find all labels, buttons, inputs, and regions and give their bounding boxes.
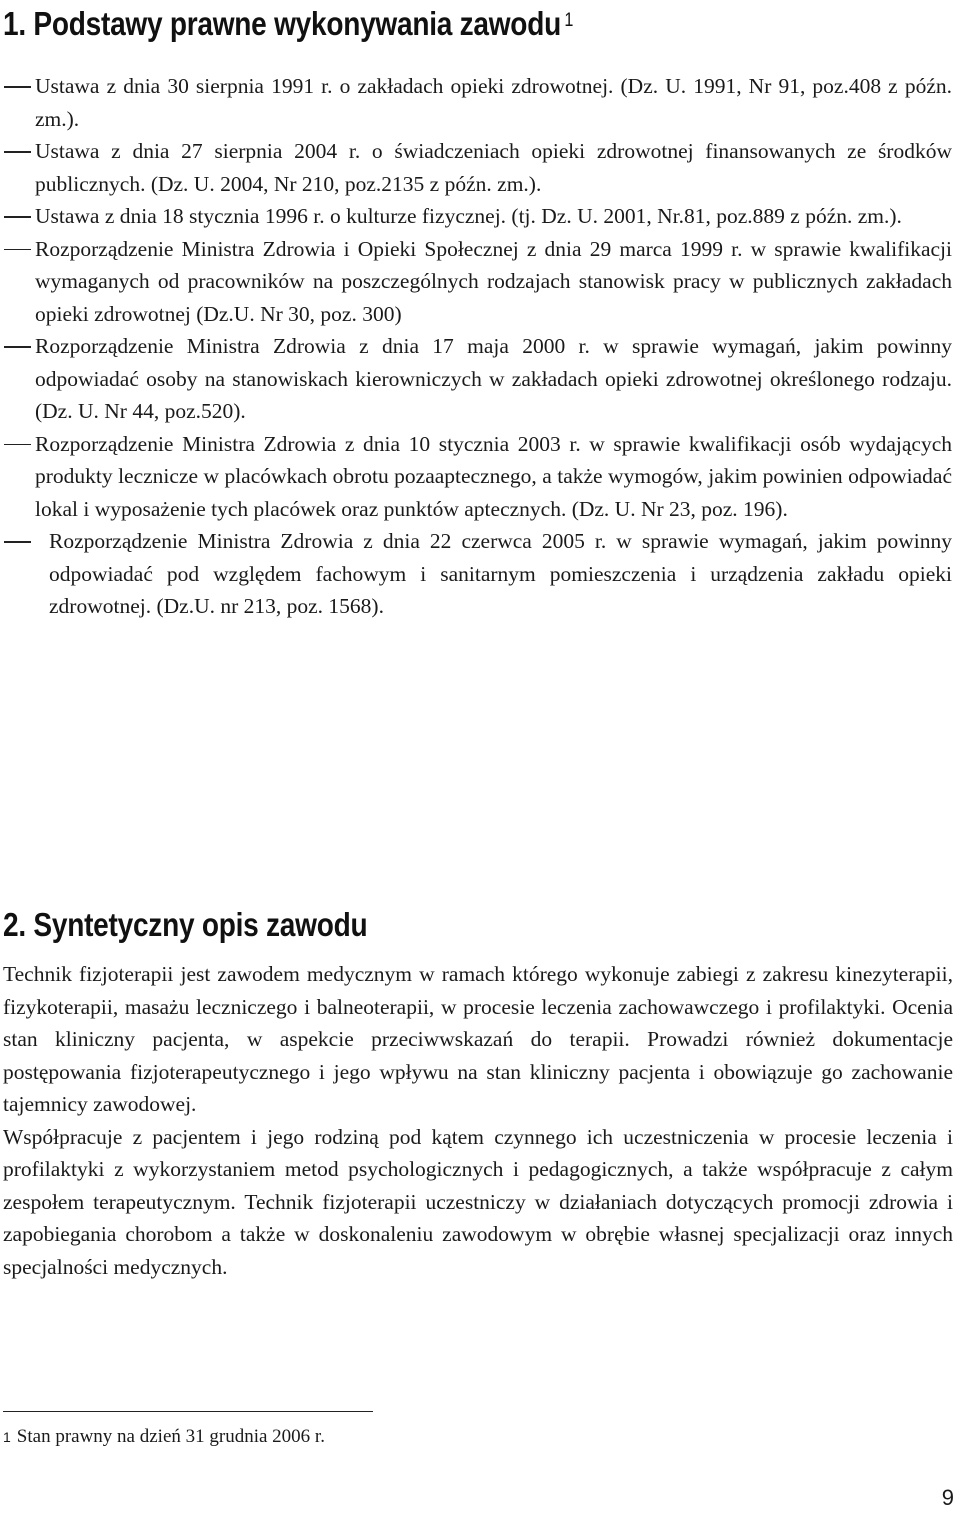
dash-bullet <box>4 249 31 251</box>
list-item <box>0 233 960 331</box>
footnote-number: 1 <box>3 1429 11 1445</box>
dash-bullet <box>4 444 31 446</box>
list-item-text: Rozporządzenie Ministra Zdrowia z dnia 22 czerwca 2005 r. w sprawie wymagań, jakim powinny odpowiadać pod względem fachowym i sanitarnym pomieszczenia i urządzenia zakładu opieki zdrowotnej. (Dz.U. nr 213, poz. 1568). <box>49 529 952 618</box>
list-item-text: Rozporządzenie Ministra Zdrowia z dnia 10 stycznia 2003 r. w sprawie kwalifikacji osób wydających produkty lecznicze w placówkach obrotu pozaaptecznego, a także wymogów, jakim powinien odpowiadać lokal i wyposażenie tych placówek oraz punktów aptecznych. (Dz. U. Nr 23, poz. 196). <box>35 431 952 521</box>
dash-bullet <box>4 346 31 348</box>
section-2-heading <box>3 905 367 945</box>
footnote-separator <box>3 1411 373 1412</box>
paragraph: Technik fizjoterapii jest zawodem medycznym w ramach którego wykonuje zabiegi z zakresu kinezyterapii, fizykoterapii, masażu leczniczego i balneoterapii, w procesie leczenia zachowawczego i profilaktyki. Ocenia stan kliniczny pacjenta, w aspekcie przeciwwskazań do terapii. Prowadzi również dokumentacje postępowania fizjoterapeutycznego i jego wpływu na stan kliniczny pacjenta i obowiązuje go zachowanie tajemnicy zawodowej. <box>3 962 953 1116</box>
list-item-text: Rozporządzenie Ministra Zdrowia i Opieki Społecznej z dnia 29 marca 1999 r. w sprawie kwalifikacji wymaganych od pracowników na poszczególnych rodzajach stanowisk pracy w publicznych zakładach opieki zdrowotnej (Dz.U. Nr 30, poz. 300) <box>35 236 952 326</box>
dash-bullet <box>4 541 31 543</box>
section-1-heading <box>3 4 573 44</box>
list-item <box>0 135 960 200</box>
list-item-text: Rozporządzenie Ministra Zdrowia z dnia 17 maja 2000 r. w sprawie wymagań, jakim powinny odpowiadać osoby na stanowiskach kierowniczych w zakładach opieki zdrowotnej określonego rodzaju. (Dz. U. Nr 44, poz.520). <box>35 334 952 423</box>
list-item <box>0 428 960 526</box>
dash-bullet <box>4 86 31 88</box>
legal-basis-list <box>0 70 960 623</box>
list-item <box>0 200 960 233</box>
profession-description <box>3 958 953 1283</box>
list-item <box>0 70 960 135</box>
dash-bullet <box>4 216 31 218</box>
footnote <box>3 1425 325 1449</box>
list-item <box>0 525 960 623</box>
section-1-title: 1. Podstawy prawne wykonywania zawodu <box>3 5 561 42</box>
section-2-title: 2. Syntetyczny opis zawodu <box>3 906 368 943</box>
footnote-reference: 1 <box>564 10 574 31</box>
list-item-text: Ustawa z dnia 30 sierpnia 1991 r. o zakładach opieki zdrowotnej. (Dz. U. 1991, Nr 91, poz.408 z późn. zm.). <box>35 74 952 131</box>
list-item-text: Ustawa z dnia 18 stycznia 1996 r. o kulturze fizycznej. (tj. Dz. U. 2001, Nr.81, poz.889 z późn. zm.). <box>35 204 902 228</box>
list-item <box>0 330 960 428</box>
footnote-text: Stan prawny na dzień 31 grudnia 2006 r. <box>16 1426 325 1447</box>
dash-bullet <box>4 151 31 153</box>
list-item-text: Ustawa z dnia 27 sierpnia 2004 r. o świadczeniach opieki zdrowotnej finansowanych ze środków publicznych. (Dz. U. 2004, Nr 210, poz.2135 z późn. zm.). <box>35 139 952 196</box>
page-number: 9 <box>941 1485 954 1510</box>
paragraph: Współpracuje z pacjentem i jego rodziną pod kątem czynnego ich uczestniczenia w procesie leczenia i profilaktyki z wykorzystaniem metod psychologicznych i pedagogicznych, a także współpracuje z całym zespołem terapeutycznym. Technik fizjoterapii uczestniczy w działaniach dotyczących promocji zdrowia i zapobiegania chorobom a także w doskonaleniu zawodowym w obrębie własnej specjalizacji oraz innych specjalności medycznych. <box>3 1124 953 1279</box>
